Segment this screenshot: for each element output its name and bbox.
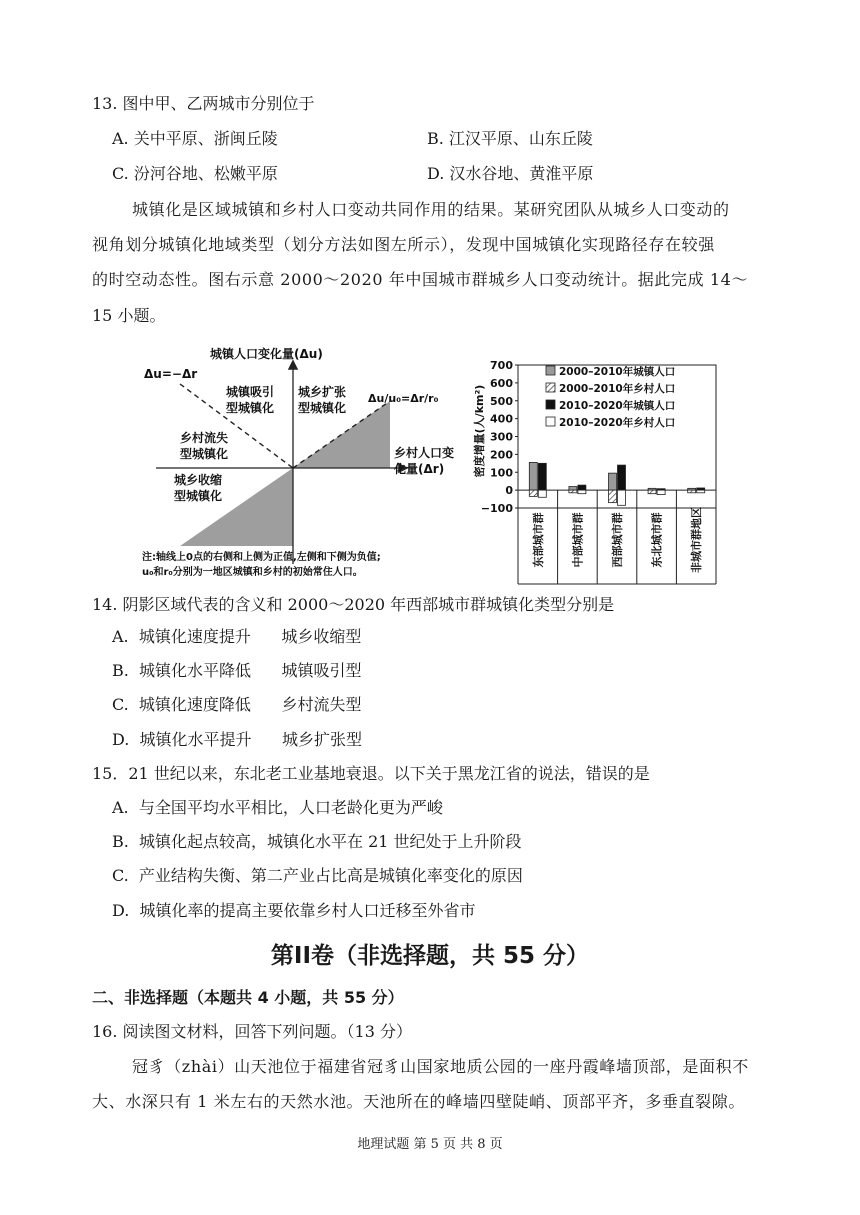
intro-line-4: 15 小题。	[92, 306, 166, 325]
y-axis-title: 密度增量(人/km²)	[473, 384, 486, 478]
y-tick-label: 200	[490, 448, 513, 462]
legend-swatch	[546, 400, 555, 409]
bar-hatch	[609, 490, 617, 503]
q13-option-b: B. 江汉平原、山东丘陵	[427, 129, 593, 148]
q14-option-b: B. 城镇化水平降低 城镇吸引型	[112, 661, 362, 680]
bar-white	[578, 490, 586, 494]
y-tick-label: −100	[480, 502, 513, 515]
region-2-label-b: 型城镇化	[298, 401, 347, 415]
x-axis-label-1: 乡村人口变	[394, 446, 455, 460]
q13-option-c: C. 汾河谷地、松嫩平原	[112, 164, 278, 183]
region-4-label-b: 型城镇化	[174, 489, 223, 503]
bar-white	[657, 490, 665, 494]
q15-stem: 15．21 世纪以来，东北老工业基地衰退。以下关于黑龙江省的说法，错误的是	[92, 764, 650, 783]
category-label: 东北城市群	[650, 512, 664, 568]
bar-black	[538, 463, 546, 490]
q13-stem: 13. 图中甲、乙两城市分别位于	[92, 94, 315, 113]
bar-black	[578, 485, 586, 490]
y-tick-label: 500	[490, 394, 513, 408]
q14-stem: 14. 阴影区域代表的含义和 2000～2020 年西部城市群城镇化类型分别是	[92, 595, 615, 614]
bar-hatch	[688, 490, 696, 493]
category-label: 中部城市群	[571, 512, 585, 568]
y-tick-label: 0	[505, 484, 513, 498]
figure-note-2: u₀和r₀分别为一地区城镇和乡村的初始常住人口。	[142, 567, 363, 578]
bar-gray	[569, 487, 577, 491]
bar-gray	[529, 462, 537, 490]
intro-line-1: 城镇化是区域城镇和乡村人口变动共同作用的结果。某研究团队从城乡人口变动的	[132, 200, 730, 219]
y-axis-label: 城镇人口变化量(Δu)	[210, 347, 323, 361]
q15-option-c: C. 产业结构失衡、第二产业占比高是城镇化率变化的原因	[112, 866, 523, 885]
y-tick-label: 400	[490, 412, 513, 426]
population-density-bar-chart	[470, 356, 730, 588]
q13-option-a: A. 关中平原、浙闽丘陵	[112, 129, 278, 148]
region-3-label-a: 乡村流失	[180, 431, 229, 445]
q14-option-d: D. 城镇化水平提升 城乡扩张型	[112, 730, 363, 749]
legend-label: 2000–2010年乡村人口	[559, 383, 676, 395]
bar-gray	[609, 473, 617, 490]
intro-line-3: 的时空动态性。图右示意 2000～2020 年中国城市群城乡人口变动统计。据此完成 14～	[92, 270, 749, 289]
q14-option-a: A. 城镇化速度提升 城乡收缩型	[112, 627, 362, 646]
q13-option-d: D. 汉水谷地、黄淮平原	[427, 164, 594, 183]
figure-note-1: 注:轴线上0点的右侧和上侧为正值,左侧和下侧为负值;	[142, 552, 381, 563]
bar-hatch	[529, 490, 537, 496]
q15-option-a: A. 与全国平均水平相比，人口老龄化更为严峻	[112, 798, 443, 817]
intro-line-2: 视角划分城镇化地域类型（划分方法如图左所示），发现中国城镇化实现路径存在较强	[92, 235, 715, 254]
q15-option-b: B. 城镇化起点较高，城镇化水平在 21 世纪处于上升阶段	[112, 832, 522, 851]
urbanization-type-diagram	[138, 346, 478, 586]
category-label: 非城市群地区	[690, 507, 704, 573]
legend-label: 2000–2010年城镇人口	[559, 366, 676, 378]
bar-black	[618, 465, 626, 490]
y-tick-label: 300	[490, 430, 513, 444]
legend-swatch	[546, 417, 555, 426]
legend-swatch	[546, 383, 555, 392]
region-3-label-b: 型城镇化	[180, 447, 229, 461]
section-2-title: 第II卷（非选择题，共 55 分）	[270, 943, 590, 969]
region-1-label-b: 型城镇化	[226, 401, 275, 415]
legend-label: 2010–2020年乡村人口	[559, 417, 676, 429]
x-axis-label-2: 化量(Δr)	[394, 462, 445, 476]
section-2-subtitle: 二、非选择题（本题共 4 小题，共 55 分）	[92, 988, 404, 1007]
category-label: 西部城市群	[611, 512, 624, 568]
region-2-label-a: 城乡扩张	[298, 385, 347, 399]
line-neg-label: Δu=−Δr	[144, 367, 198, 381]
y-tick-label: 600	[490, 376, 513, 390]
bar-white	[538, 490, 546, 497]
category-label: 东部城市群	[531, 512, 545, 568]
y-tick-label: 100	[490, 466, 513, 480]
bar-hatch	[569, 490, 577, 493]
legend-swatch	[546, 366, 555, 375]
line-pos-label: Δu/u₀=Δr/r₀	[368, 392, 439, 405]
region-1-label-a: 城镇吸引	[226, 385, 275, 399]
region-4-label-a: 城乡收缩	[174, 473, 223, 487]
q15-option-d: D. 城镇化率的提高主要依靠乡村人口迁移至外省市	[112, 901, 476, 920]
legend-label: 2010–2020年城镇人口	[559, 400, 676, 412]
q14-option-c: C. 城镇化速度降低 乡村流失型	[112, 695, 362, 714]
page-footer: 地理试题 第 5 页 共 8 页	[357, 1137, 503, 1152]
q16-stem: 16. 阅读图文材料，回答下列问题。（13 分）	[92, 1022, 412, 1041]
bar-hatch	[648, 490, 656, 494]
y-tick-label: 700	[490, 359, 513, 372]
q16-line-1: 冠豸（zhài）山天池位于福建省冠豸山国家地质公园的一座丹霞峰墙顶部，是面积不	[132, 1057, 749, 1076]
bar-white	[618, 490, 626, 505]
q16-line-2: 大、水深只有 1 米左右的天然水池。天池所在的峰墙四壁陡峭、顶部平齐，多垂直裂隙。	[92, 1092, 745, 1111]
bar-white	[697, 490, 705, 493]
